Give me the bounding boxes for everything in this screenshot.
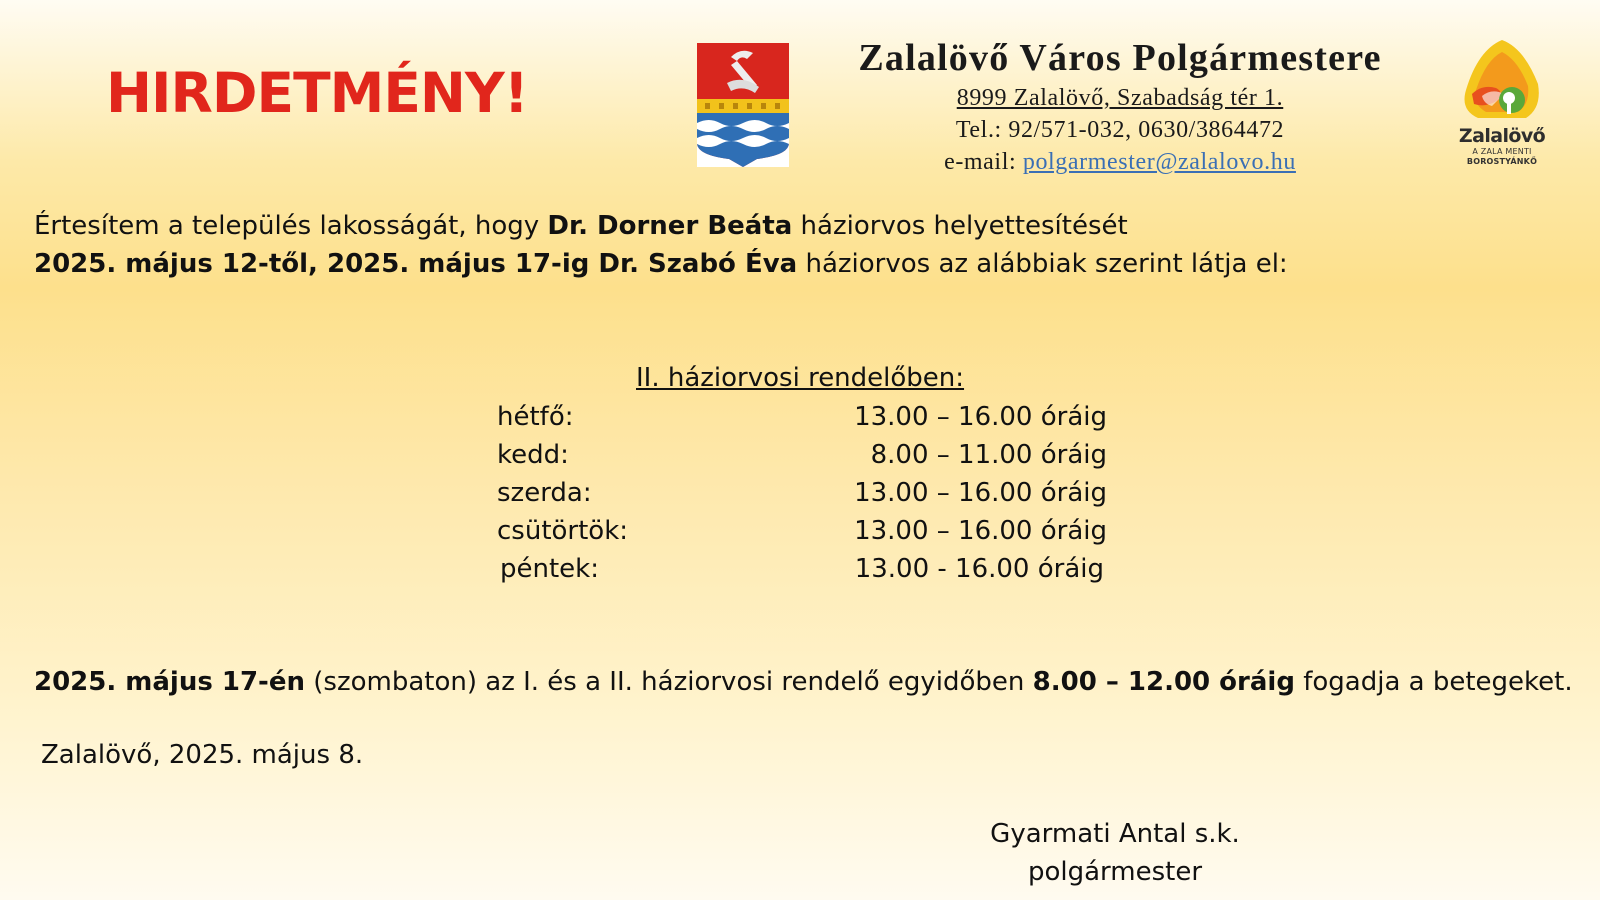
mayor-office-title: Zalalövő Város Polgármestere bbox=[858, 37, 1382, 79]
saturday-paragraph bbox=[34, 663, 1573, 701]
schedule-day: kedd: bbox=[497, 440, 569, 470]
schedule-time: 13.00 – 16.00 óráig bbox=[854, 478, 1107, 508]
office-phone: Tel.: 92/571-032, 0630/3864472 bbox=[955, 117, 1285, 143]
office-email-line bbox=[820, 146, 1420, 178]
saturday-date: 2025. május 17-én bbox=[34, 667, 305, 697]
schedule-time: 13.00 - 16.00 óráig bbox=[854, 554, 1104, 584]
schedule-day: szerda: bbox=[497, 478, 592, 508]
schedule-row bbox=[497, 474, 1107, 512]
schedule-table bbox=[497, 398, 1107, 588]
office-address: 8999 Zalalövő, Szabadság tér 1. bbox=[956, 85, 1284, 111]
substituted-doctor: Dr. Dorner Beáta bbox=[547, 211, 793, 241]
schedule-day: hétfő: bbox=[497, 402, 574, 432]
intro-text-2: háziorvos helyettesítését bbox=[792, 211, 1128, 241]
place-and-date: Zalalövő, 2025. május 8. bbox=[41, 740, 364, 770]
intro-line-1 bbox=[34, 207, 1288, 245]
schedule-title: II. háziorvosi rendelőben: bbox=[636, 363, 965, 393]
schedule-row bbox=[497, 436, 1107, 474]
zalalovo-town-logo-icon bbox=[1452, 38, 1552, 120]
schedule-time: 13.00 – 16.00 óráig bbox=[854, 402, 1107, 432]
intro-text-3: háziorvos az alábbiak szerint látja el: bbox=[797, 249, 1288, 279]
logo-tagline-1: A ZALA MENTI bbox=[1472, 147, 1532, 156]
zalalovo-coat-of-arms-icon bbox=[697, 43, 789, 167]
mayor-header bbox=[820, 34, 1420, 178]
announcement-title: HIRDETMÉNY! bbox=[106, 61, 528, 125]
schedule-time: 8.00 – 11.00 óráig bbox=[870, 440, 1107, 470]
schedule-row bbox=[497, 398, 1107, 436]
email-label: e-mail: bbox=[944, 149, 1023, 175]
logo-tagline-2: BOROSTYÁNKŐ bbox=[1466, 157, 1538, 166]
logo-town-name: Zalalövő bbox=[1458, 125, 1546, 147]
schedule-day: péntek: bbox=[500, 554, 599, 584]
zalalovo-town-logo bbox=[1452, 38, 1552, 167]
schedule-row bbox=[497, 512, 1107, 550]
intro-paragraph bbox=[34, 207, 1288, 283]
saturday-text-1: (szombaton) az I. és a II. háziorvosi rendelő egyidőben bbox=[305, 667, 1033, 697]
signature-block bbox=[965, 815, 1265, 891]
schedule-row bbox=[497, 550, 1107, 588]
saturday-text-2: fogadja a betegeket. bbox=[1294, 667, 1573, 697]
signature-role: polgármester bbox=[1027, 857, 1203, 887]
schedule-time: 13.00 – 16.00 óráig bbox=[854, 516, 1107, 546]
intro-text-1: Értesítem a település lakosságát, hogy bbox=[34, 211, 548, 241]
intro-line-2 bbox=[34, 245, 1288, 283]
schedule-day: csütörtök: bbox=[497, 516, 629, 546]
email-link[interactable]: polgarmester@zalalovo.hu bbox=[1022, 149, 1296, 175]
substitution-period: 2025. május 12-től, 2025. május 17-ig Dr. Szabó Éva bbox=[34, 249, 798, 279]
saturday-hours: 8.00 – 12.00 óráig bbox=[1032, 667, 1295, 697]
signature-name: Gyarmati Antal s.k. bbox=[990, 819, 1240, 849]
